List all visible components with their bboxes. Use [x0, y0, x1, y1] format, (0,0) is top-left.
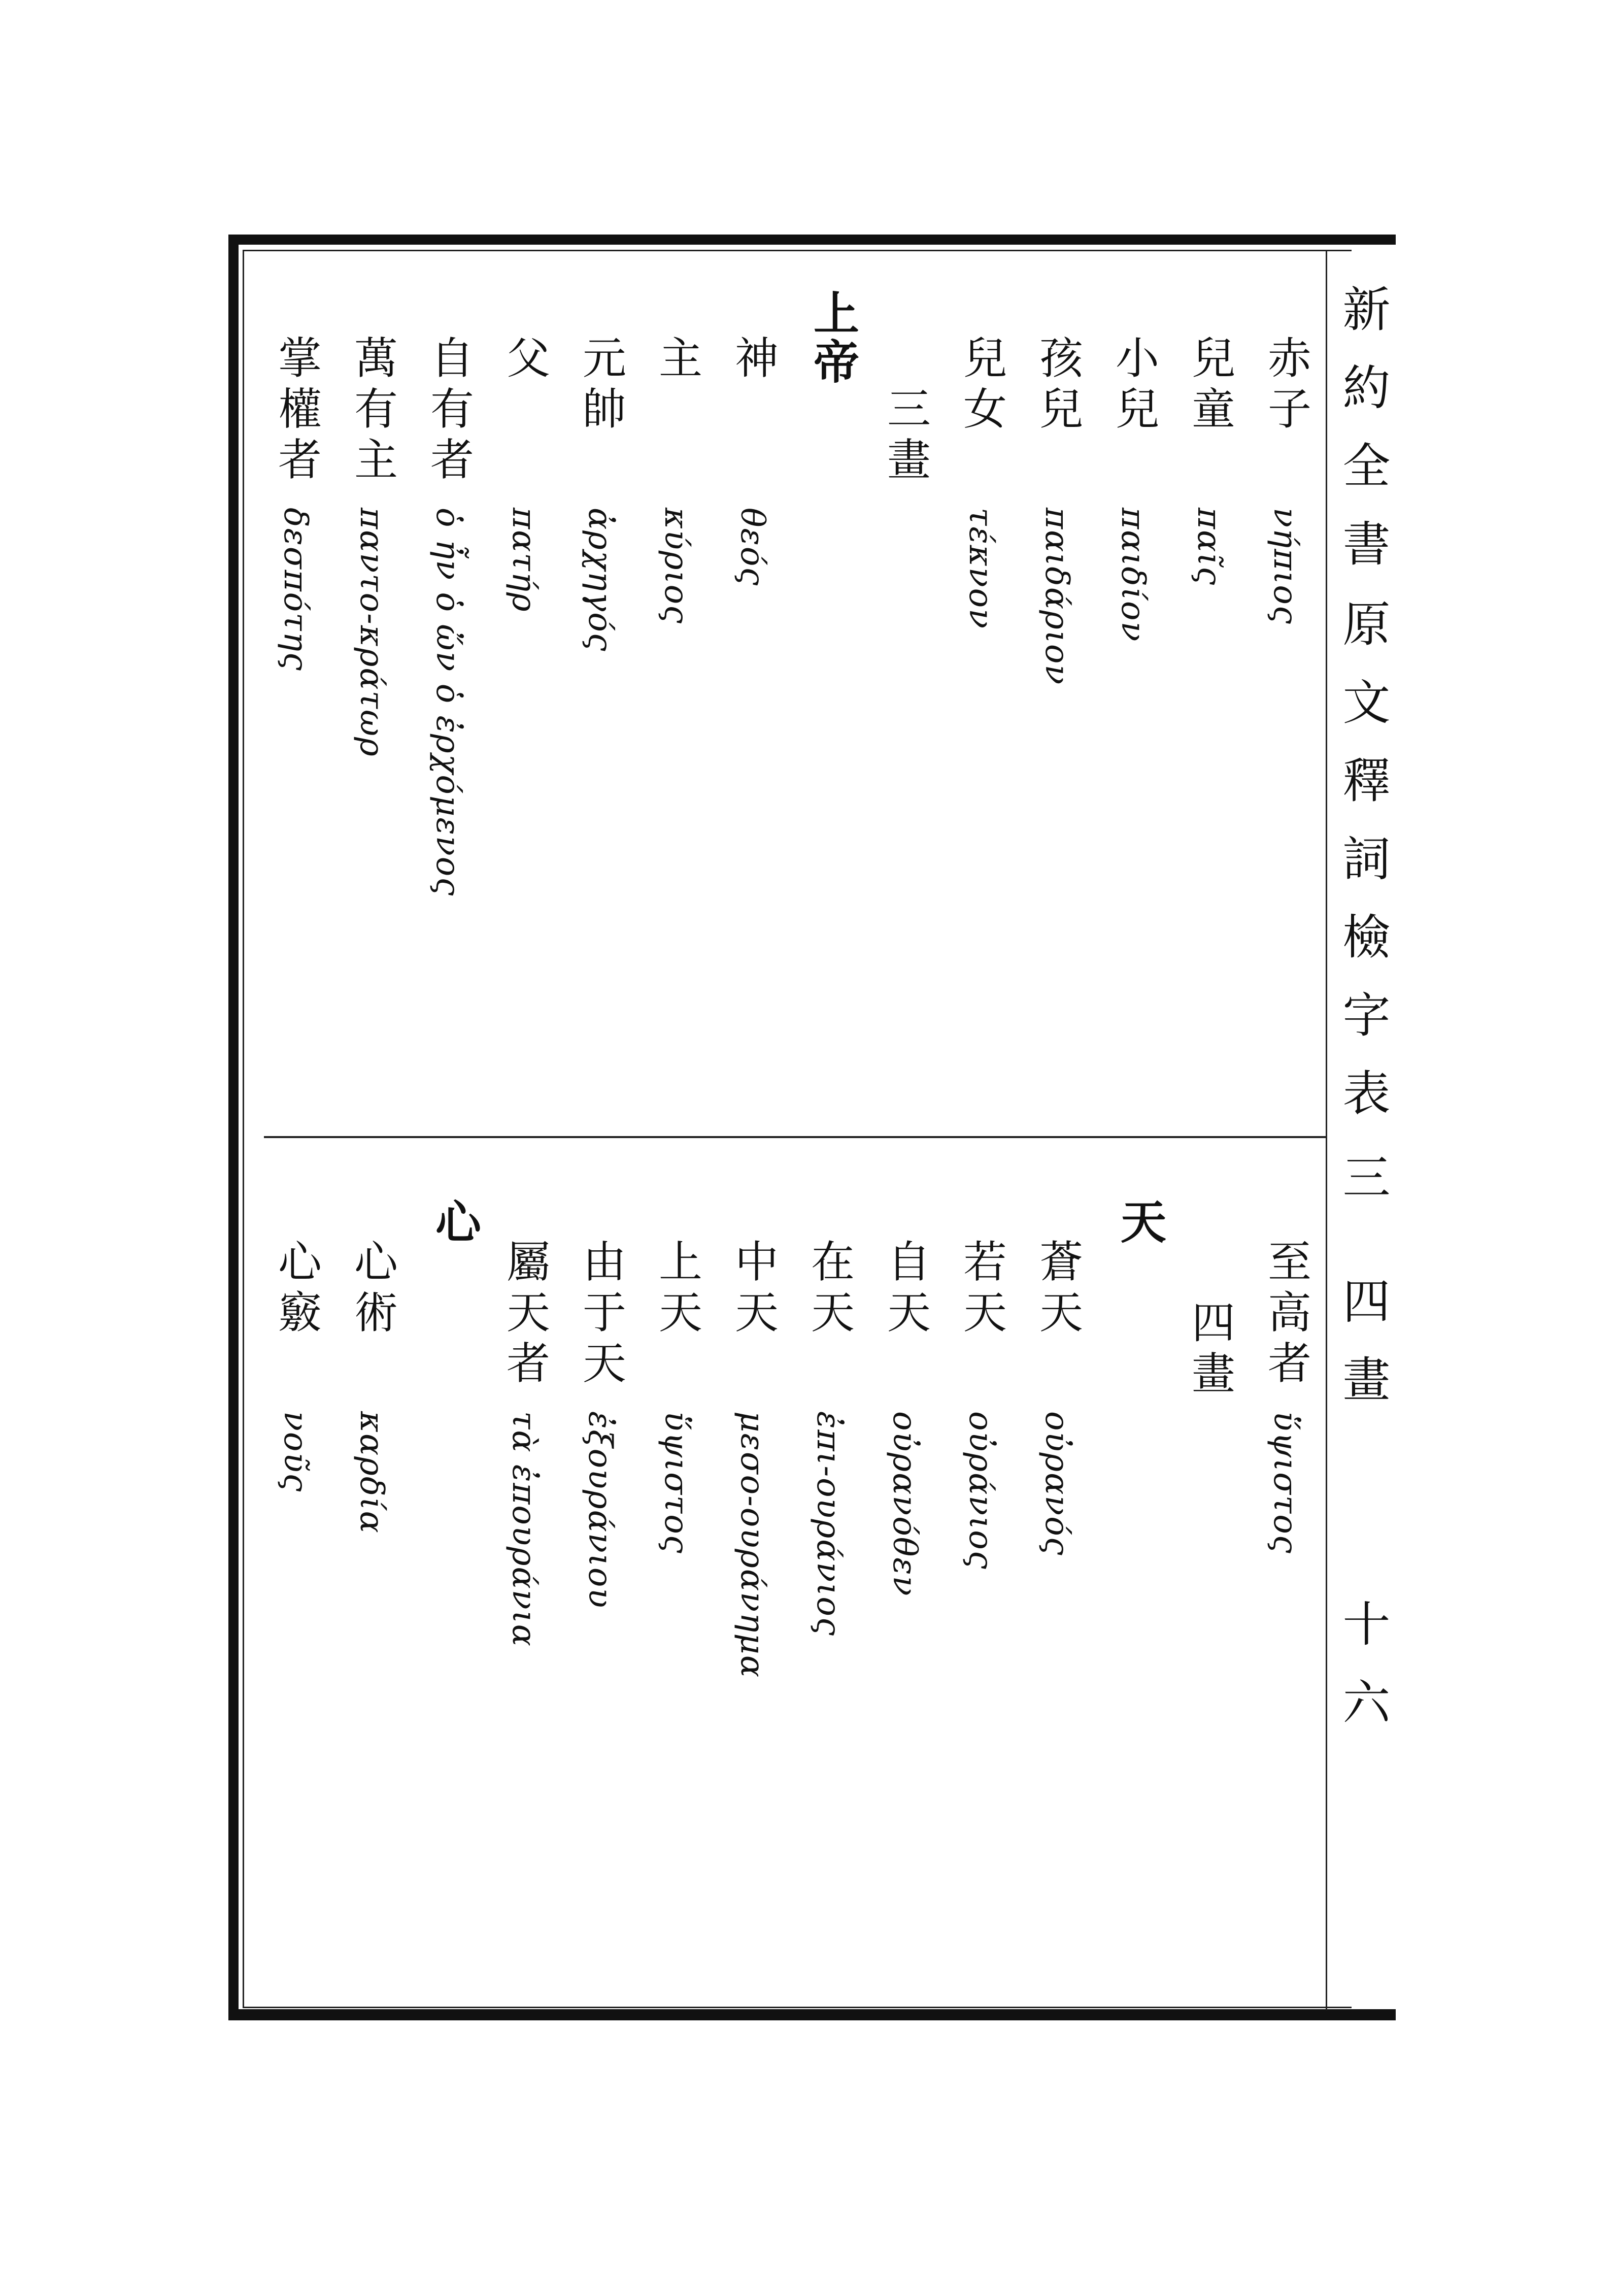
- entry-greek: πατήρ: [505, 508, 543, 613]
- entry-chinese: 由于天: [575, 1239, 626, 1391]
- entry-chinese: 心術: [347, 1239, 397, 1340]
- entry-greek: νοῦς: [277, 1411, 314, 1493]
- entry-chinese: 主: [651, 335, 702, 386]
- entry-chinese: 在天: [803, 1239, 854, 1340]
- entry-chinese: 小兒: [1108, 335, 1159, 437]
- entry-greek: κύριος: [657, 508, 695, 624]
- entry-greek: καρδία: [353, 1411, 390, 1534]
- entry-chinese: 兒女: [956, 335, 1006, 437]
- entry-greek: ὕψιστος: [657, 1411, 695, 1554]
- entry-chinese: 若天: [956, 1239, 1006, 1340]
- book-title: 新約全書: [1334, 284, 1390, 597]
- char-heading: 上帝: [805, 289, 859, 387]
- entry-greek: θεός: [733, 508, 771, 587]
- entry-chinese: 赤子: [1260, 335, 1311, 437]
- entry-chinese: 神: [727, 335, 778, 386]
- entry-greek: νήπιος: [1266, 508, 1304, 625]
- entry-chinese: 掌權者: [271, 335, 321, 487]
- entry-chinese: 心竅: [271, 1239, 321, 1340]
- entry-greek: ἀρχηγός: [581, 508, 619, 652]
- entry-greek: παντο-κράτωρ: [353, 508, 390, 757]
- entry-greek: οὐράνιος: [962, 1411, 999, 1570]
- entry-greek: δεσπότης: [277, 508, 314, 672]
- stroke-header: 三畫: [880, 386, 930, 487]
- table-subtitle: 原文釋詞檢字表: [1334, 599, 1390, 1146]
- entry-chinese: 至高者: [1260, 1239, 1311, 1391]
- entry-chinese: 父: [499, 335, 550, 386]
- entry-greek: τὰ ἐπουράνια: [505, 1411, 543, 1647]
- section-label: 三 四畫: [1334, 1152, 1390, 1433]
- entry-greek: τέκνον: [962, 508, 999, 630]
- entry-chinese: 上天: [651, 1239, 702, 1340]
- entry-greek: παιδάριον: [1038, 508, 1075, 686]
- entry-chinese: 萬有主: [347, 335, 397, 487]
- entry-chinese: 蒼天: [1032, 1239, 1083, 1340]
- entry-greek: μεσο-ουράνημα: [733, 1411, 771, 1679]
- entry-greek: ἐπι-ουράνιος: [810, 1411, 847, 1637]
- entry-chinese: 屬天者: [499, 1239, 550, 1391]
- inner-frame: [243, 250, 1352, 2008]
- margin-rule: [1326, 250, 1327, 2010]
- entry-greek: ὁ ἦν ὁ ὤν ὁ ἐρχόμενος: [429, 508, 466, 897]
- entry-greek: ἐξουράνιου: [581, 1411, 619, 1609]
- entry-chinese: 中天: [727, 1239, 778, 1340]
- entry-greek: οὐρανόθεν: [886, 1411, 923, 1597]
- char-heading: 心: [427, 1198, 481, 1247]
- page-number: 十六: [1334, 1599, 1390, 1755]
- entry-chinese: 自天: [880, 1239, 930, 1340]
- entry-chinese: 孩兒: [1032, 335, 1083, 437]
- entry-chinese: 自有者: [423, 335, 474, 487]
- entry-greek: παῖς: [1190, 508, 1228, 586]
- stroke-header: 四畫: [1184, 1300, 1235, 1401]
- entry-greek: ὕψιστος: [1266, 1411, 1304, 1554]
- entry-greek: οὐρανός: [1038, 1411, 1075, 1556]
- entry-chinese: 元帥: [575, 335, 626, 437]
- entry-greek: παιδίον: [1114, 508, 1152, 643]
- entry-chinese: 兒童: [1184, 335, 1235, 437]
- char-heading: 天: [1113, 1198, 1166, 1247]
- section-divider: [264, 1136, 1326, 1138]
